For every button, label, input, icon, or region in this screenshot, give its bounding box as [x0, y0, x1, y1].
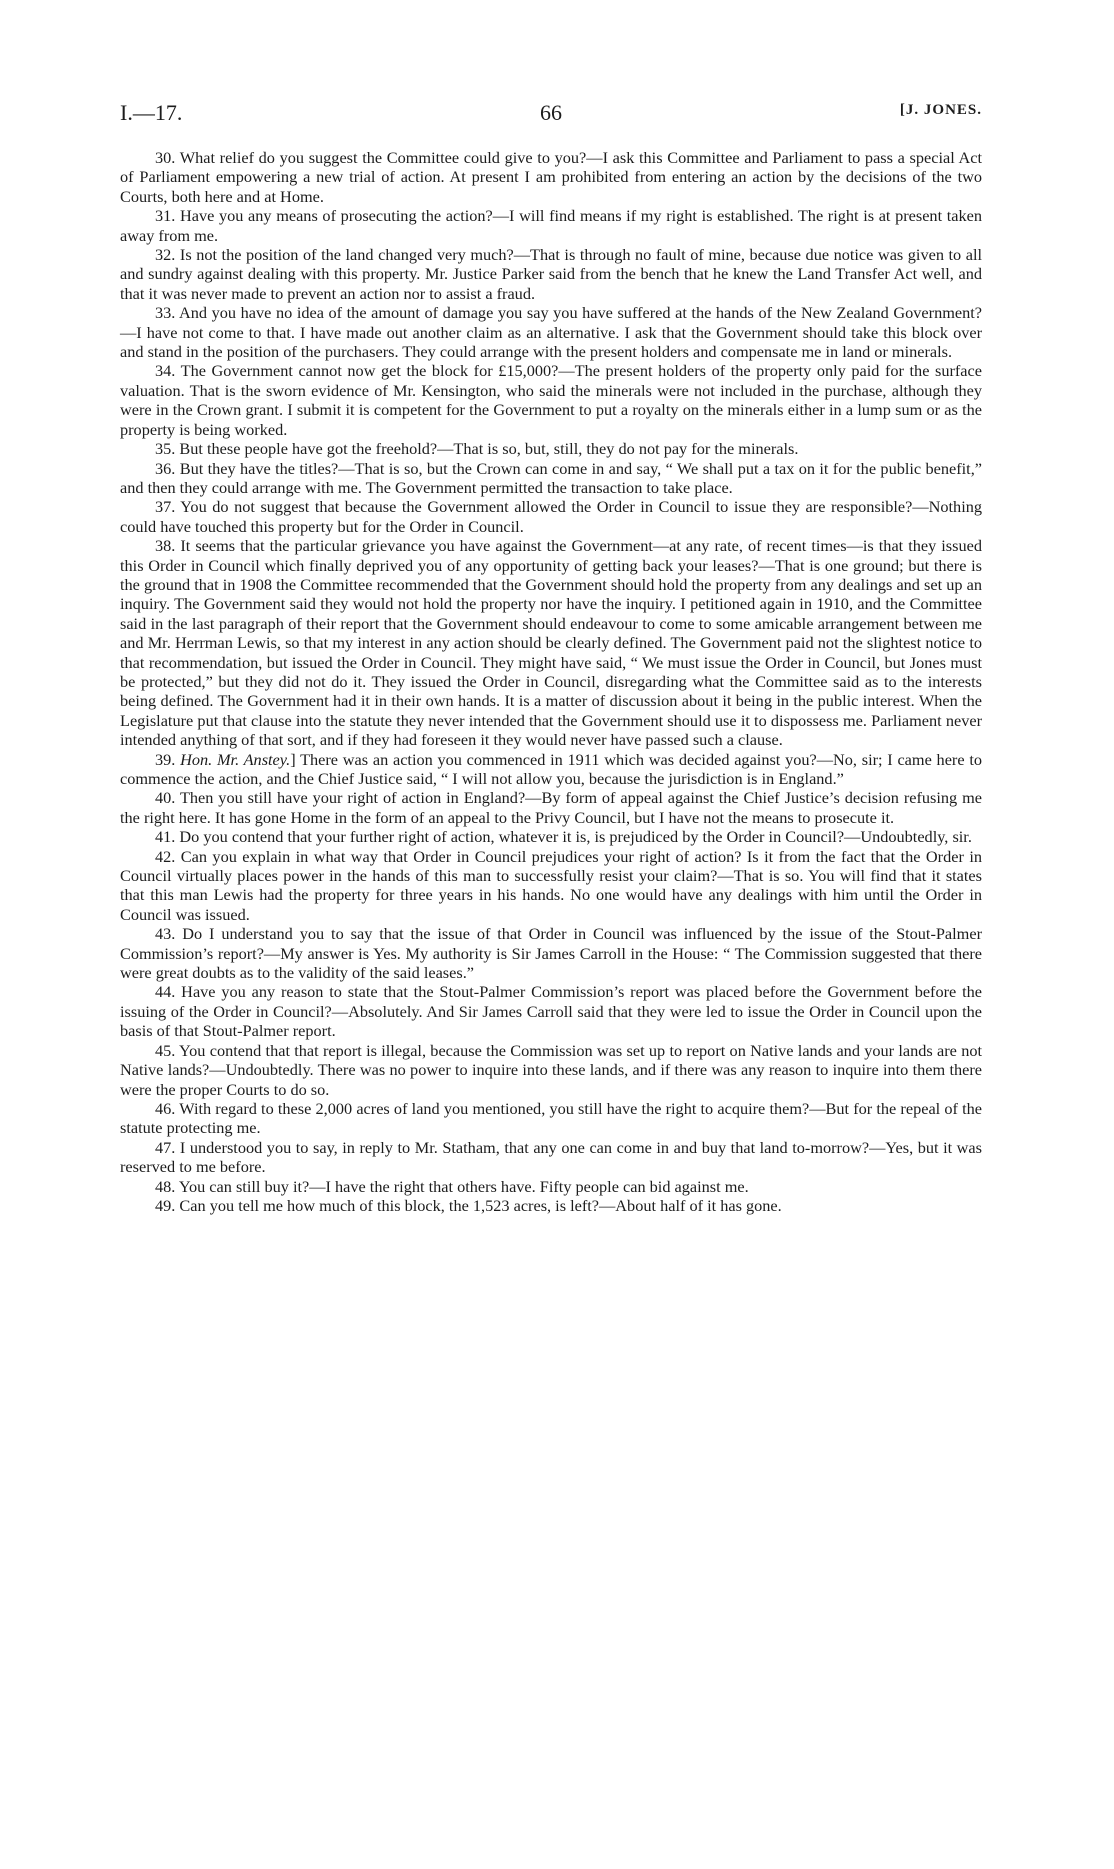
- speaker-name: Hon. Mr. Anstey.: [180, 749, 291, 769]
- question-38: 38. It seems that the particular grievance you have against the Government—at any rate, of recent times—is that they issued this Order in Council which finally deprived you of any opportunity of getting back your leases?—That is one ground; but there is the ground that in 1908 the Committee recommended that the Government should hold the property from any dealings and set up an inquiry. The Government said they would not hold the property nor have the inquiry. I petitioned again in 1910, and the Committee said in the last paragraph of their report that the Government should endeavour to come to some amicable arrangement between me and Mr. Herrman Lewis, so that my interest in any action should be clearly defined. The Government paid not the slightest notice to that recommendation, but issued the Order in Council. They might have said, “ We must issue the Order in Council, but Jones must be protected,” but they did not do it. They issued the Order in Council, disregarding what the Committee said as to the interests being defined. The Government had it in their own hands. It is a matter of discussion about it being in the public interest. When the Legislature put that clause into the statute they never intended that the Government should use it to dispossess me. Parliament never intended anything of that sort, and if they had foreseen it they would never have passed such a clause.: [120, 536, 982, 750]
- page-number: 66: [540, 100, 562, 125]
- question-30: 30. What relief do you suggest the Committee could give to you?—I ask this Committee and Parliament to pass a special Act of Parliament empowering a new trial of action. At present I am prohibited from entering an action by the decisions of the two Courts, both here and at Home.: [120, 148, 982, 206]
- question-45: 45. You contend that that report is illegal, because the Commission was set up to report on Native lands and your lands are not Native lands?—Undoubtedly. There was no power to inquire into these lands, and if there was any reason to inquire into them there were the proper Courts to do so.: [120, 1040, 982, 1099]
- question-42: 42. Can you explain in what way that Order in Council prejudices your right of action? Is it from the fact that the Order in Council virtually places power in the hands of this man to successfully resist your claim?—That is so. You will find that it states that this man Lewis had the property for three years in his hands. No one would have any dealings with him until the Order in Council was issued.: [120, 846, 982, 924]
- question-41: 41. Do you contend that your further right of action, whatever it is, is prejudiced by the Order in Council?—Undoubtedly, sir.: [155, 827, 972, 847]
- question-49: 49. Can you tell me how much of this block, the 1,523 acres, is left?—About half of it has gone.: [155, 1195, 782, 1215]
- question-32: 32. Is not the position of the land changed very much?—That is through no fault of mine, because due notice was given to all and sundry against dealing with this property. Mr. Justice Parker said from the bench that he knew the Land Transfer Act well, and that it was never made to prevent an action nor to assist a fraud.: [120, 245, 982, 303]
- paper-reference: I.—17.: [120, 100, 183, 125]
- question-36: 36. But they have the titles?—That is so, but the Crown can come in and say, “ We shall put a tax on it for the public benefit,” and then they could arrange with me. The Government permitted the transaction to take place.: [120, 458, 982, 497]
- question-34: 34. The Government cannot now get the block for £15,000?—The present holders of the property only paid for the surface valuation. That is the sworn evidence of Mr. Kensington, who said the minerals were not included in the purchase, although they were in the Crown grant. I submit it is competent for the Government to put a royalty on the minerals either in a lump sum or as the property is being worked.: [120, 361, 982, 439]
- question-33: 33. And you have no idea of the amount of damage you say you have suffered at the hands of the New Zealand Government?—I have not come to that. I have made out another claim as an alternative. I ask that the Government should take this block over and stand in the position of the purchasers. They could arrange with the present holders and compensate me in land or minerals.: [120, 303, 982, 362]
- question-35: 35. But these people have got the freehold?—That is so, but, still, they do not pay for the minerals.: [155, 439, 799, 459]
- witness-name: [J. JONES.: [899, 102, 982, 118]
- question-44: 44. Have you any reason to state that the Stout-Palmer Commission’s report was placed before the Government before the issuing of the Order in Council?—Absolutely. And Sir James Carroll said that they were led to issue the Order in Council upon the basis of that Stout-Palmer report.: [120, 982, 982, 1041]
- running-head: [120, 100, 982, 134]
- question-39: [120, 750, 982, 789]
- question-39-text: ] There was an action you commenced in 1911 which was decided against you?—No, sir; I came here to commence the action, and the Chief Justice said, “ I will not allow you, because the jurisdiction is in England.”: [120, 749, 982, 788]
- question-number: 39.: [155, 749, 176, 769]
- question-47: 47. I understood you to say, in reply to Mr. Statham, that any one can come in and buy that land to-morrow?—Yes, but it was reserved to me before.: [120, 1137, 982, 1177]
- question-31: 31. Have you any means of prosecuting the action?—I will find means if my right is established. The right is at present taken away from me.: [120, 206, 982, 245]
- question-46: 46. With regard to these 2,000 acres of land you mentioned, you still have the right to acquire them?—But for the repeal of the statute protecting me.: [120, 1098, 982, 1138]
- question-48: 48. You can still buy it?—I have the right that others have. Fifty people can bid against me.: [155, 1176, 749, 1196]
- question-40: 40. Then you still have your right of action in England?—By form of appeal against the Chief Justice’s decision refusing me the right here. It has gone Home in the form of an appeal to the Privy Council, but I have not the means to prosecute it.: [120, 788, 982, 827]
- evidence-text: [120, 148, 982, 1215]
- question-37: 37. You do not suggest that because the Government allowed the Order in Council to issue they are responsible?—Nothing could have touched this property but for the Order in Council.: [120, 497, 982, 536]
- question-43: 43. Do I understand you to say that the issue of that Order in Council was influenced by the issue of the Stout-Palmer Commission’s report?—My answer is Yes. My authority is Sir James Carroll in the House: “ The Commission suggested that there were great doubts as to the validity of the said leases.”: [120, 924, 982, 983]
